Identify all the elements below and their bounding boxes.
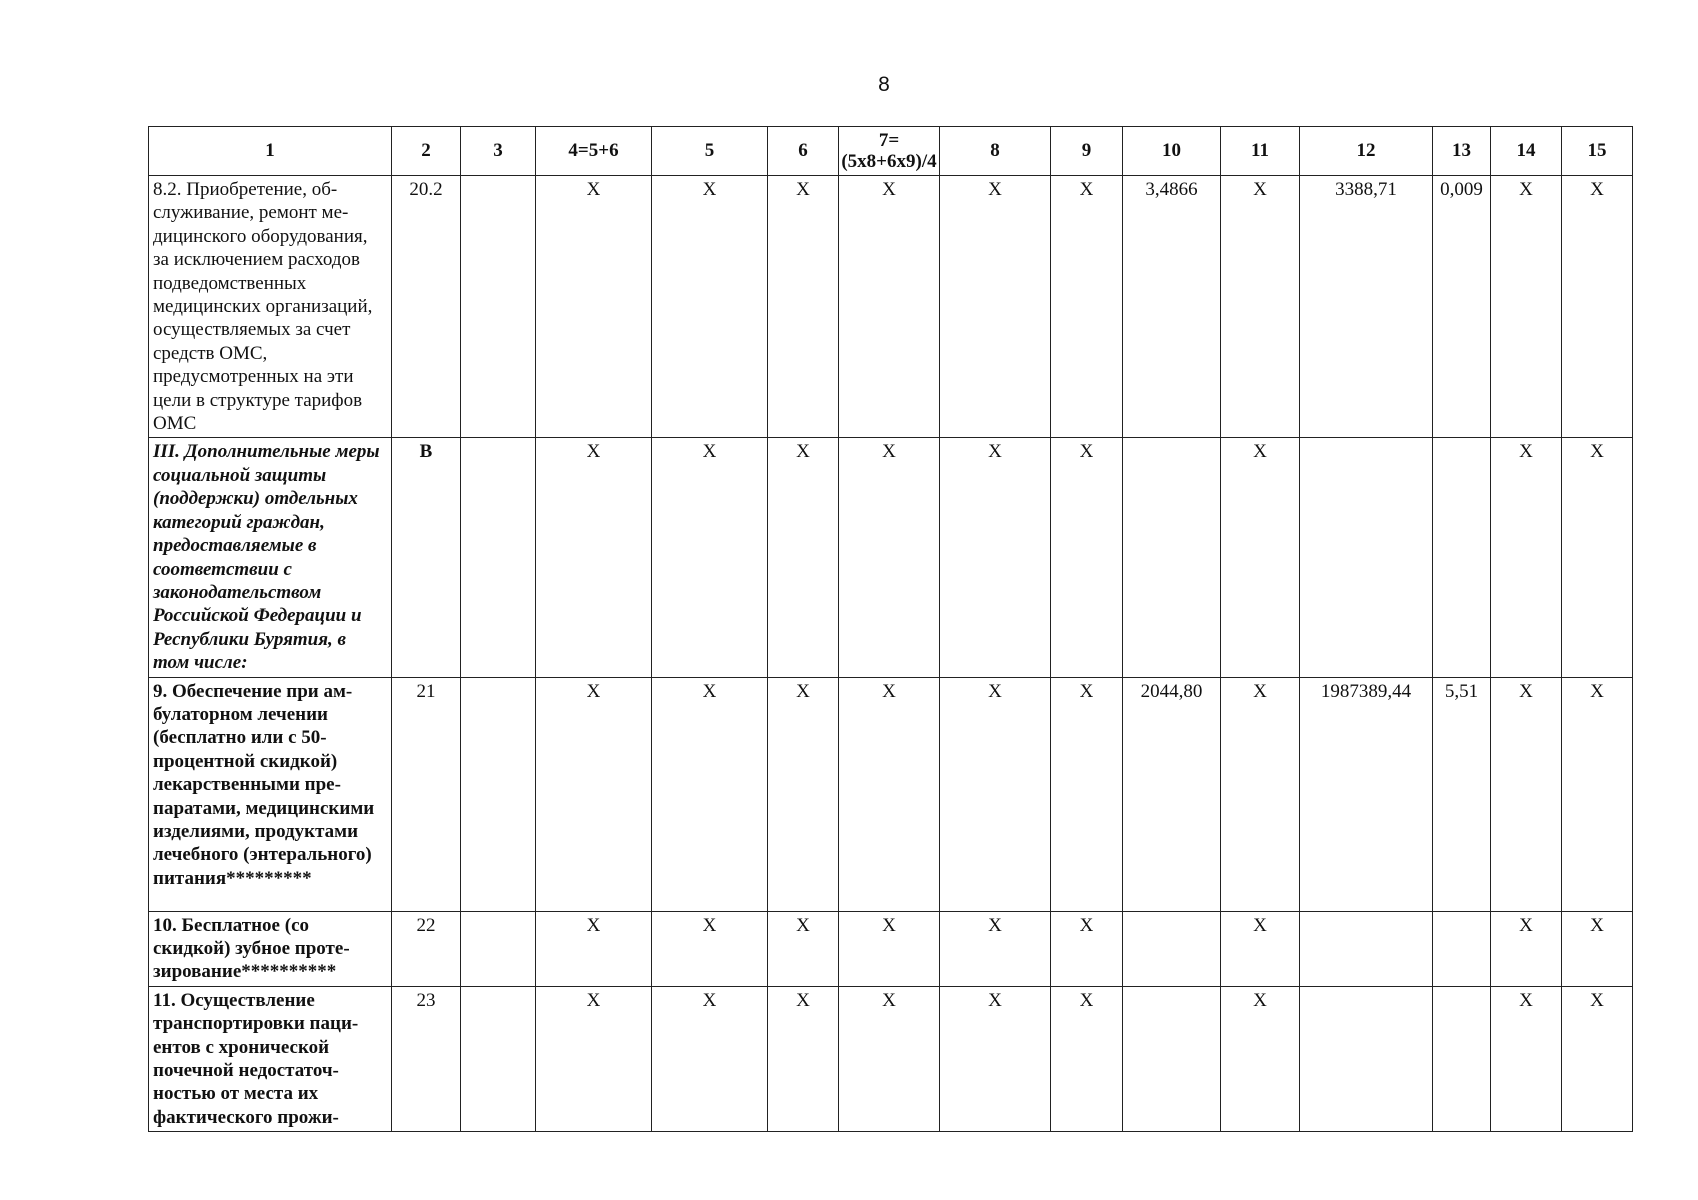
table-cell: 1987389,44 — [1300, 677, 1433, 911]
table-cell: Х — [1051, 911, 1123, 986]
table-cell: Х — [1491, 677, 1562, 911]
table-cell: Х — [940, 911, 1051, 986]
table-row — [149, 677, 1633, 911]
table-cell: Х — [839, 986, 940, 1131]
column-header: 12 — [1300, 127, 1433, 176]
table-cell: Х — [839, 176, 940, 438]
data-table — [148, 126, 1633, 1132]
table-cell: 0,009 — [1433, 176, 1491, 438]
table-cell: Х — [1221, 438, 1300, 677]
table-cell: Х — [1221, 677, 1300, 911]
table-cell: Х — [1562, 677, 1633, 911]
table-cell: Х — [839, 438, 940, 677]
table-cell: 5,51 — [1433, 677, 1491, 911]
table-cell: Х — [1221, 911, 1300, 986]
column-header: 14 — [1491, 127, 1562, 176]
row-description: 10. Бесплатное (со скидкой) зубное протезирование********** — [149, 911, 392, 986]
row-code: 22 — [392, 911, 461, 986]
column-header: 15 — [1562, 127, 1633, 176]
table-cell — [1433, 911, 1491, 986]
table-cell: 3,4866 — [1123, 176, 1221, 438]
row-code: 20.2 — [392, 176, 461, 438]
table-cell: Х — [768, 911, 839, 986]
column-header: 9 — [1051, 127, 1123, 176]
column-header: 4=5+6 — [536, 127, 652, 176]
table-cell: Х — [1491, 176, 1562, 438]
table-cell: Х — [1562, 986, 1633, 1131]
table-cell: Х — [1562, 438, 1633, 677]
table-row — [149, 911, 1633, 986]
table-cell: Х — [536, 677, 652, 911]
table-cell — [1433, 986, 1491, 1131]
row-code: В — [392, 438, 461, 677]
table-cell: Х — [940, 438, 1051, 677]
table-row — [149, 986, 1633, 1131]
table-cell: Х — [652, 176, 768, 438]
table-cell: Х — [536, 176, 652, 438]
row-code: 21 — [392, 677, 461, 911]
table-cell: Х — [1491, 986, 1562, 1131]
table-cell: Х — [768, 677, 839, 911]
table-cell: Х — [536, 911, 652, 986]
table-cell — [1300, 911, 1433, 986]
row-description: 9. Обеспечение при амбулаторном лечении (бесплатно или с 50-процентной скидкой) лекарственными препаратами, медицинскими изделиями, продуктами лечебного (энтерального) питания********* — [149, 677, 392, 911]
table-cell — [461, 438, 536, 677]
column-header: 5 — [652, 127, 768, 176]
table-cell — [1433, 438, 1491, 677]
table-cell — [1300, 986, 1433, 1131]
table-cell: Х — [652, 677, 768, 911]
table-cell: Х — [1491, 438, 1562, 677]
table-row — [149, 438, 1633, 677]
table-cell: Х — [839, 677, 940, 911]
table-cell: Х — [768, 438, 839, 677]
table-cell — [1123, 911, 1221, 986]
column-header: 2 — [392, 127, 461, 176]
table-cell: Х — [940, 677, 1051, 911]
column-header: 1 — [149, 127, 392, 176]
row-code: 23 — [392, 986, 461, 1131]
table-cell: Х — [1051, 438, 1123, 677]
table-cell: Х — [1051, 986, 1123, 1131]
table-cell: Х — [768, 176, 839, 438]
table-cell: Х — [1051, 176, 1123, 438]
table-cell: Х — [1562, 911, 1633, 986]
table-cell: Х — [652, 986, 768, 1131]
table-cell: Х — [536, 438, 652, 677]
table-cell: Х — [1221, 176, 1300, 438]
table-cell: Х — [940, 176, 1051, 438]
table-cell — [461, 176, 536, 438]
page-number: 8 — [878, 73, 890, 96]
row-description: 11. Осуществление транспортировки пациентов с хронической почечной недостаточностью от места их фактического прожи- — [149, 986, 392, 1131]
table-cell — [461, 911, 536, 986]
header-row — [149, 127, 1633, 176]
table-cell — [461, 677, 536, 911]
table-cell: Х — [1562, 176, 1633, 438]
table-cell: 3388,71 — [1300, 176, 1433, 438]
table-cell — [1300, 438, 1433, 677]
table-cell — [1123, 986, 1221, 1131]
table-cell: Х — [940, 986, 1051, 1131]
column-header: 10 — [1123, 127, 1221, 176]
table-row — [149, 176, 1633, 438]
table-body — [149, 176, 1633, 1132]
table-cell: Х — [1051, 677, 1123, 911]
table-cell: Х — [1221, 986, 1300, 1131]
table-cell: Х — [768, 986, 839, 1131]
table-cell: Х — [652, 438, 768, 677]
row-description: III. Дополнительные меры социальной защиты (поддержки) отдельных категорий граждан, предоставляемые в соответствии с законодательством Российской Федерации и Республики Бурятия, в том числе: — [149, 438, 392, 677]
column-header: 8 — [940, 127, 1051, 176]
column-header: 6 — [768, 127, 839, 176]
table-cell — [461, 986, 536, 1131]
table-cell: Х — [1491, 911, 1562, 986]
table-cell — [1123, 438, 1221, 677]
table-cell: Х — [652, 911, 768, 986]
table-cell: Х — [536, 986, 652, 1131]
column-header: 13 — [1433, 127, 1491, 176]
row-description: 8.2. Приобретение, обслуживание, ремонт медицинского оборудования, за исключением расходов подведомственных медицинских организаций, осуществляемых за счет средств ОМС, предусмотренных на эти цели в структуре тарифов ОМС — [149, 176, 392, 438]
table-cell: 2044,80 — [1123, 677, 1221, 911]
table-cell: Х — [839, 911, 940, 986]
column-header: 7=(5х8+6х9)/4 — [839, 127, 940, 176]
column-header: 11 — [1221, 127, 1300, 176]
column-header: 3 — [461, 127, 536, 176]
